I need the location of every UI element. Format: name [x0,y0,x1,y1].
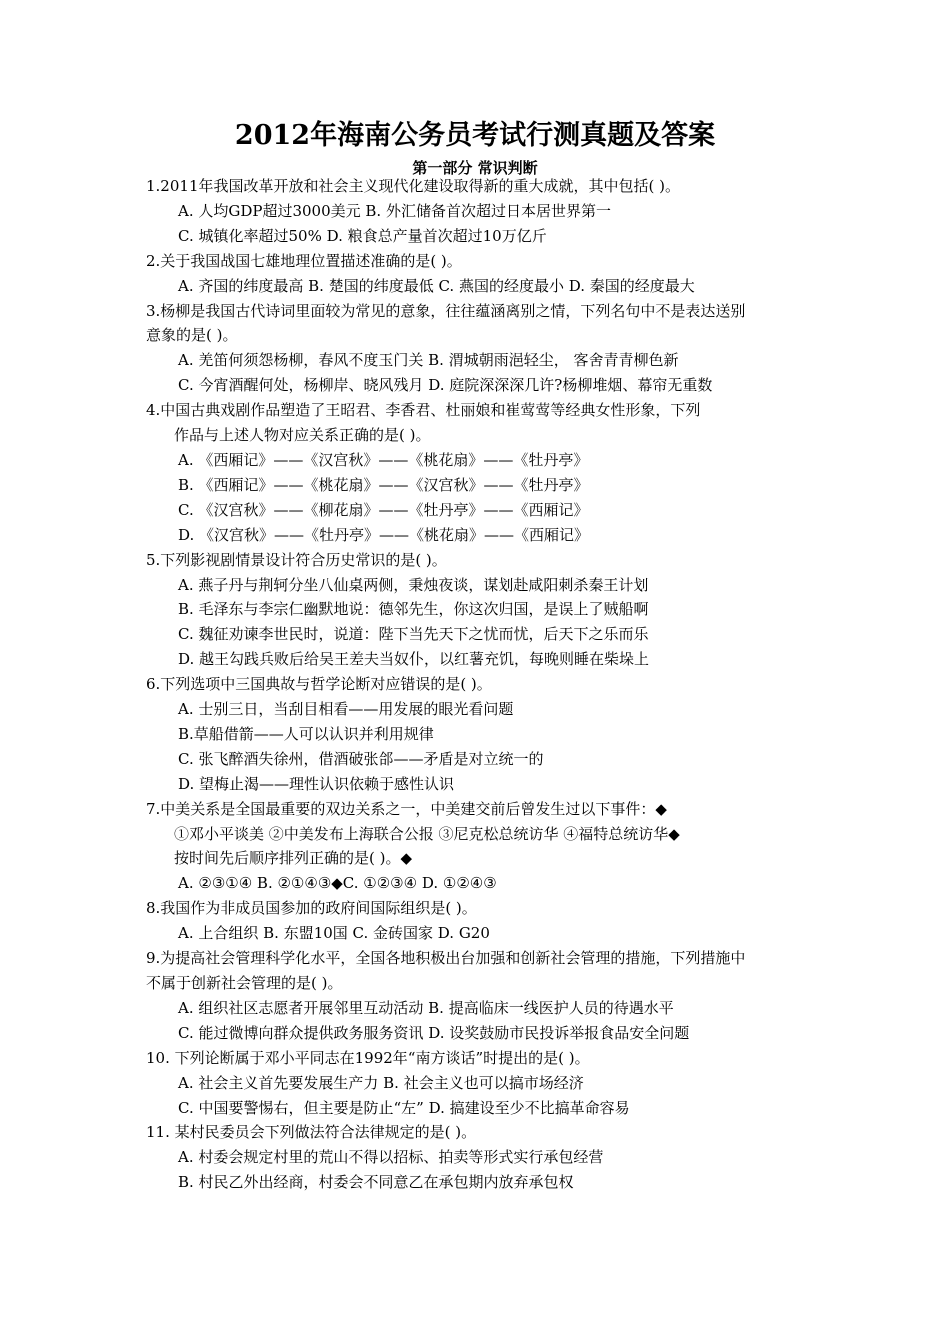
question-line: 不属于创新社会管理的是( )。 [146,974,343,992]
answer-options-line: D. 越王勾践兵败后给吴王差夫当奴仆，以红薯充饥，每晚则睡在柴垛上 [178,650,650,669]
answer-options-line: A. 上合组织 B. 东盟10国 C. 金砖国家 D. G20 [178,924,490,943]
answer-options-line: D. 望梅止渴——理性认识依赖于感性认识 [178,774,455,793]
answer-options-line: A. 士别三日，当刮目相看——用发展的眼光看问题 [178,700,514,719]
answer-options-line: A. ②③①④ B. ②①④③◆C. ①②③④ D. ①②④③ [178,874,497,893]
question-line: 1.2011年我国改革开放和社会主义现代化建设取得新的重大成就，其中包括( )。 [146,177,680,195]
question-line: 5.下列影视剧情景设计符合历史常识的是( )。 [146,550,447,569]
question-continuation-line: ①邓小平谈美 ②中美发布上海联合公报 ③尼克松总统访华 ④福特总统访华◆ [174,824,680,843]
answer-options-line: A. 社会主义首先要发展生产力 B. 社会主义也可以搞市场经济 [178,1073,584,1092]
question-continuation-line: 按时间先后顺序排列正确的是( )。◆ [174,849,413,868]
answer-options-line: B.草船借箭——人可以认识并利用规律 [178,724,434,743]
answer-options-line: C. 今宵酒醒何处，杨柳岸、晓风残月 D. 庭院深深深几许?杨柳堆烟、幕帘无重数 [178,376,713,395]
question-line: 意象的是( )。 [146,326,238,345]
section-heading: 第一部分 常识判断 [412,159,538,177]
question-line: 7.中美关系是全国最重要的双边关系之一，中美建交前后曾发生过以下事件：◆ [146,799,667,818]
answer-options-line: B. 村民乙外出经商，村委会不同意乙在承包期内放弃承包权 [178,1173,574,1192]
answer-options-line: A. 《西厢记》——《汉宫秋》——《桃花扇》——《牡丹亭》 [178,450,589,469]
question-line: 10. 下列论断属于邓小平同志在1992年“南方谈话”时提出的是( )。 [146,1048,590,1067]
question-line: 2.关于我国战国七雄地理位置描述准确的是( )。 [146,251,462,270]
question-continuation-line: 作品与上述人物对应关系正确的是( )。 [174,426,431,445]
answer-options-line: A. 齐国的纬度最高 B. 楚国的纬度最低 C. 燕国的经度最小 D. 秦国的经度最大 [178,276,695,295]
answer-options-line: A. 人均GDP超过3000美元 B. 外汇储备首次超过日本居世界第一 [178,201,611,220]
answer-options-line: B. 毛泽东与李宗仁幽默地说：德邻先生，你这次归国，是误上了贼船啊 [178,600,649,619]
answer-options-line: C. 《汉宫秋》——《柳花扇》——《牡丹亭》——《西厢记》 [178,500,589,519]
answer-options-line: D. 《汉宫秋》——《牡丹亭》——《桃花扇》——《西厢记》 [178,525,590,544]
answer-options-line: C. 城镇化率超过50% D. 粮食总产量首次超过10万亿斤 [178,226,547,245]
answer-options-line: C. 张飞醉酒失徐州，借酒破张郃——矛盾是对立统一的 [178,749,544,768]
answer-options-line: C. 魏征劝谏李世民时，说道：陛下当先天下之忧而忧，后天下之乐而乐 [178,625,649,644]
question-line: 11. 某村民委员会下列做法符合法律规定的是( )。 [146,1123,477,1142]
question-line: 3.杨柳是我国古代诗词里面较为常见的意象，往往蕴涵离别之情，下列名句中不是表达送别 [146,301,746,320]
page-title: 2012年海南公务员考试行测真题及答案 [234,120,716,151]
question-list [146,174,826,1195]
question-line: 9.为提高社会管理科学化水平，全国各地积极出台加强和创新社会管理的措施，下列措施中 [146,949,746,968]
answer-options-line: C. 中国要警惕右，但主要是防止“左” D. 搞建设至少不比搞革命容易 [178,1098,630,1117]
answer-options-line: B. 《西厢记》——《桃花扇》——《汉宫秋》——《牡丹亭》 [178,475,589,494]
answer-options-line: A. 燕子丹与荆轲分坐八仙桌两侧，秉烛夜谈，谋划赴咸阳刺杀秦王计划 [178,575,649,594]
question-line: 4.中国古典戏剧作品塑造了王昭君、李香君、杜丽娘和崔莺莺等经典女性形象，下列 [146,401,701,420]
answer-options-line: A. 村委会规定村里的荒山不得以招标、拍卖等形式实行承包经营 [178,1148,604,1167]
question-line: 8.我国作为非成员国参加的政府间国际组织是( )。 [146,899,477,918]
answer-options-line: A. 羌笛何须怨杨柳，春风不度玉门关 B. 渭城朝雨浥轻尘， 客舍青青柳色新 [178,351,679,370]
answer-options-line: A. 组织社区志愿者开展邻里互动活动 B. 提高临床一线医护人员的待遇水平 [178,998,674,1017]
answer-options-line: C. 能过微博向群众提供政务服务资讯 D. 设奖鼓励市民投诉举报食品安全问题 [178,1023,690,1042]
question-line: 6.下列选项中三国典故与哲学论断对应错误的是( )。 [146,675,492,694]
